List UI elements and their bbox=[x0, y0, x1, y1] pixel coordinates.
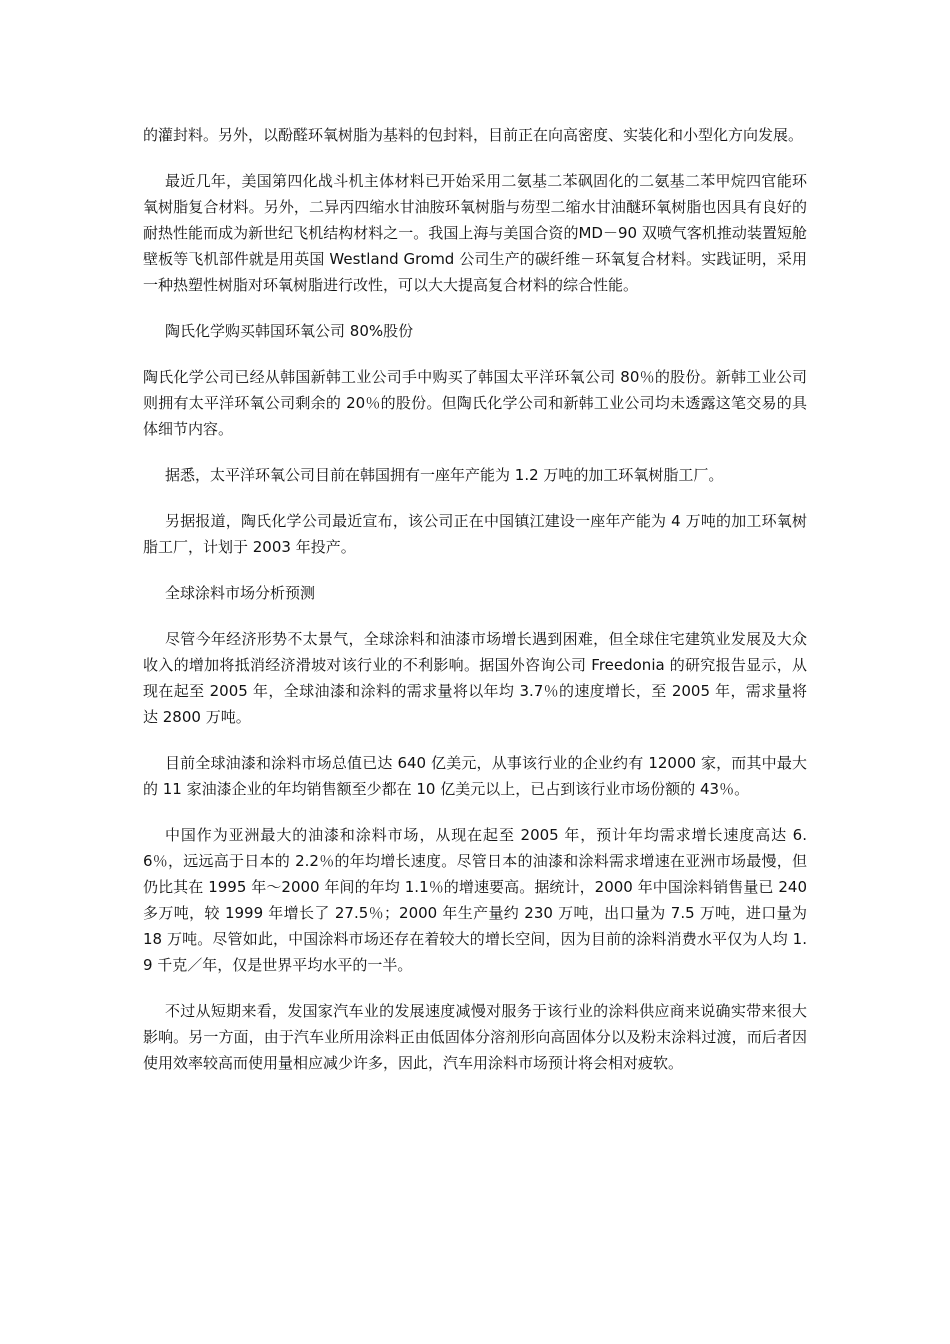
paragraph-encapsulant-continuation: 的灌封料。另外，以酚醛环氧树脂为基料的包封料，目前正在向高密度、实装化和小型化方向发展。 bbox=[143, 126, 804, 144]
paragraph-china-market: 中国作为亚洲最大的油漆和涂料市场，从现在起至 2005 年，预计年均需求增长速度高达 6.6％，远远高于日本的 2.2％的年均增长速度。尽管日本的油漆和涂料需求增速在亚洲市场最慢，但仍比其在 1995 年～2000 年间的年均 1.1％的增速要高。据统计，2000 年中国涂料销售量已 240 多万吨，较 1999 年增长了 27.5％；2000 年生产量约 230 万吨，出口量为 7.5 万吨，进口量为 18 万吨。尽管如此，中国涂料市场还存在着较大的增长空间，因为目前的涂料消费水平仅为人均 1.9 千克／年，仅是世界平均水平的一半。 bbox=[143, 826, 807, 974]
document-body bbox=[143, 122, 807, 1096]
section-heading-dow-acquisition: 陶氏化学购买韩国环氧公司 80%股份 bbox=[165, 322, 414, 340]
paragraph-market-value: 目前全球油漆和涂料市场总值已达 640 亿美元，从事该行业的企业约有 12000 家，而其中最大的 11 家油漆企业的年均销售额至少都在 10 亿美元以上，已占到该行业市场份额的 43％。 bbox=[143, 754, 807, 798]
paragraph-dow-purchase: 陶氏化学公司已经从韩国新韩工业公司手中购买了韩国太平洋环氧公司 80％的股份。新韩工业公司则拥有太平洋环氧公司剩余的 20％的股份。但陶氏化学公司和新韩工业公司均未透露这笔交易的具体细节内容。 bbox=[143, 368, 807, 438]
paragraph-zhenjiang-plant: 另据报道，陶氏化学公司最近宣布，该公司正在中国镇江建设一座年产能为 4 万吨的加工环氧树脂工厂，计划于 2003 年投产。 bbox=[143, 512, 807, 556]
paragraph-pacific-epoxy-capacity: 据悉，太平洋环氧公司目前在韩国拥有一座年产能为 1.2 万吨的加工环氧树脂工厂。 bbox=[165, 466, 724, 484]
paragraph-aerospace-composites: 最近几年，美国第四化战斗机主体材料已开始采用二氨基二苯砜固化的二氨基二苯甲烷四官能环氧树脂复合材料。另外，二异丙四缩水甘油胺环氧树脂与芴型二缩水甘油醚环氧树脂也因具有良好的耐热性能而成为新世纪飞机结构材料之一。我国上海与美国合资的MD－90 双喷气客机推动装置短舱壁板等飞机部件就是用英国 Westland Gromd 公司生产的碳纤维－环氧复合材料。实践证明，采用一种热塑性树脂对环氧树脂进行改性，可以大大提高复合材料的综合性能。 bbox=[143, 172, 807, 294]
section-heading-coatings-market: 全球涂料市场分析预测 bbox=[165, 584, 316, 602]
paragraph-global-demand: 尽管今年经济形势不太景气，全球涂料和油漆市场增长遇到困难，但全球住宅建筑业发展及大众收入的增加将抵消经济滑坡对该行业的不利影响。据国外咨询公司 Freedonia 的研究报告显示，从现在起至 2005 年，全球油漆和涂料的需求量将以年均 3.7％的速度增长，至 2005 年，需求量将达 2800 万吨。 bbox=[143, 630, 807, 726]
paragraph-automotive-outlook: 不过从短期来看，发国家汽车业的发展速度减慢对服务于该行业的涂料供应商来说确实带来很大影响。另一方面，由于汽车业所用涂料正由低固体分溶剂形向高固体分以及粉末涂料过渡，而后者因使用效率较高而使用量相应减少许多，因此，汽车用涂料市场预计将会相对疲软。 bbox=[143, 1002, 807, 1072]
